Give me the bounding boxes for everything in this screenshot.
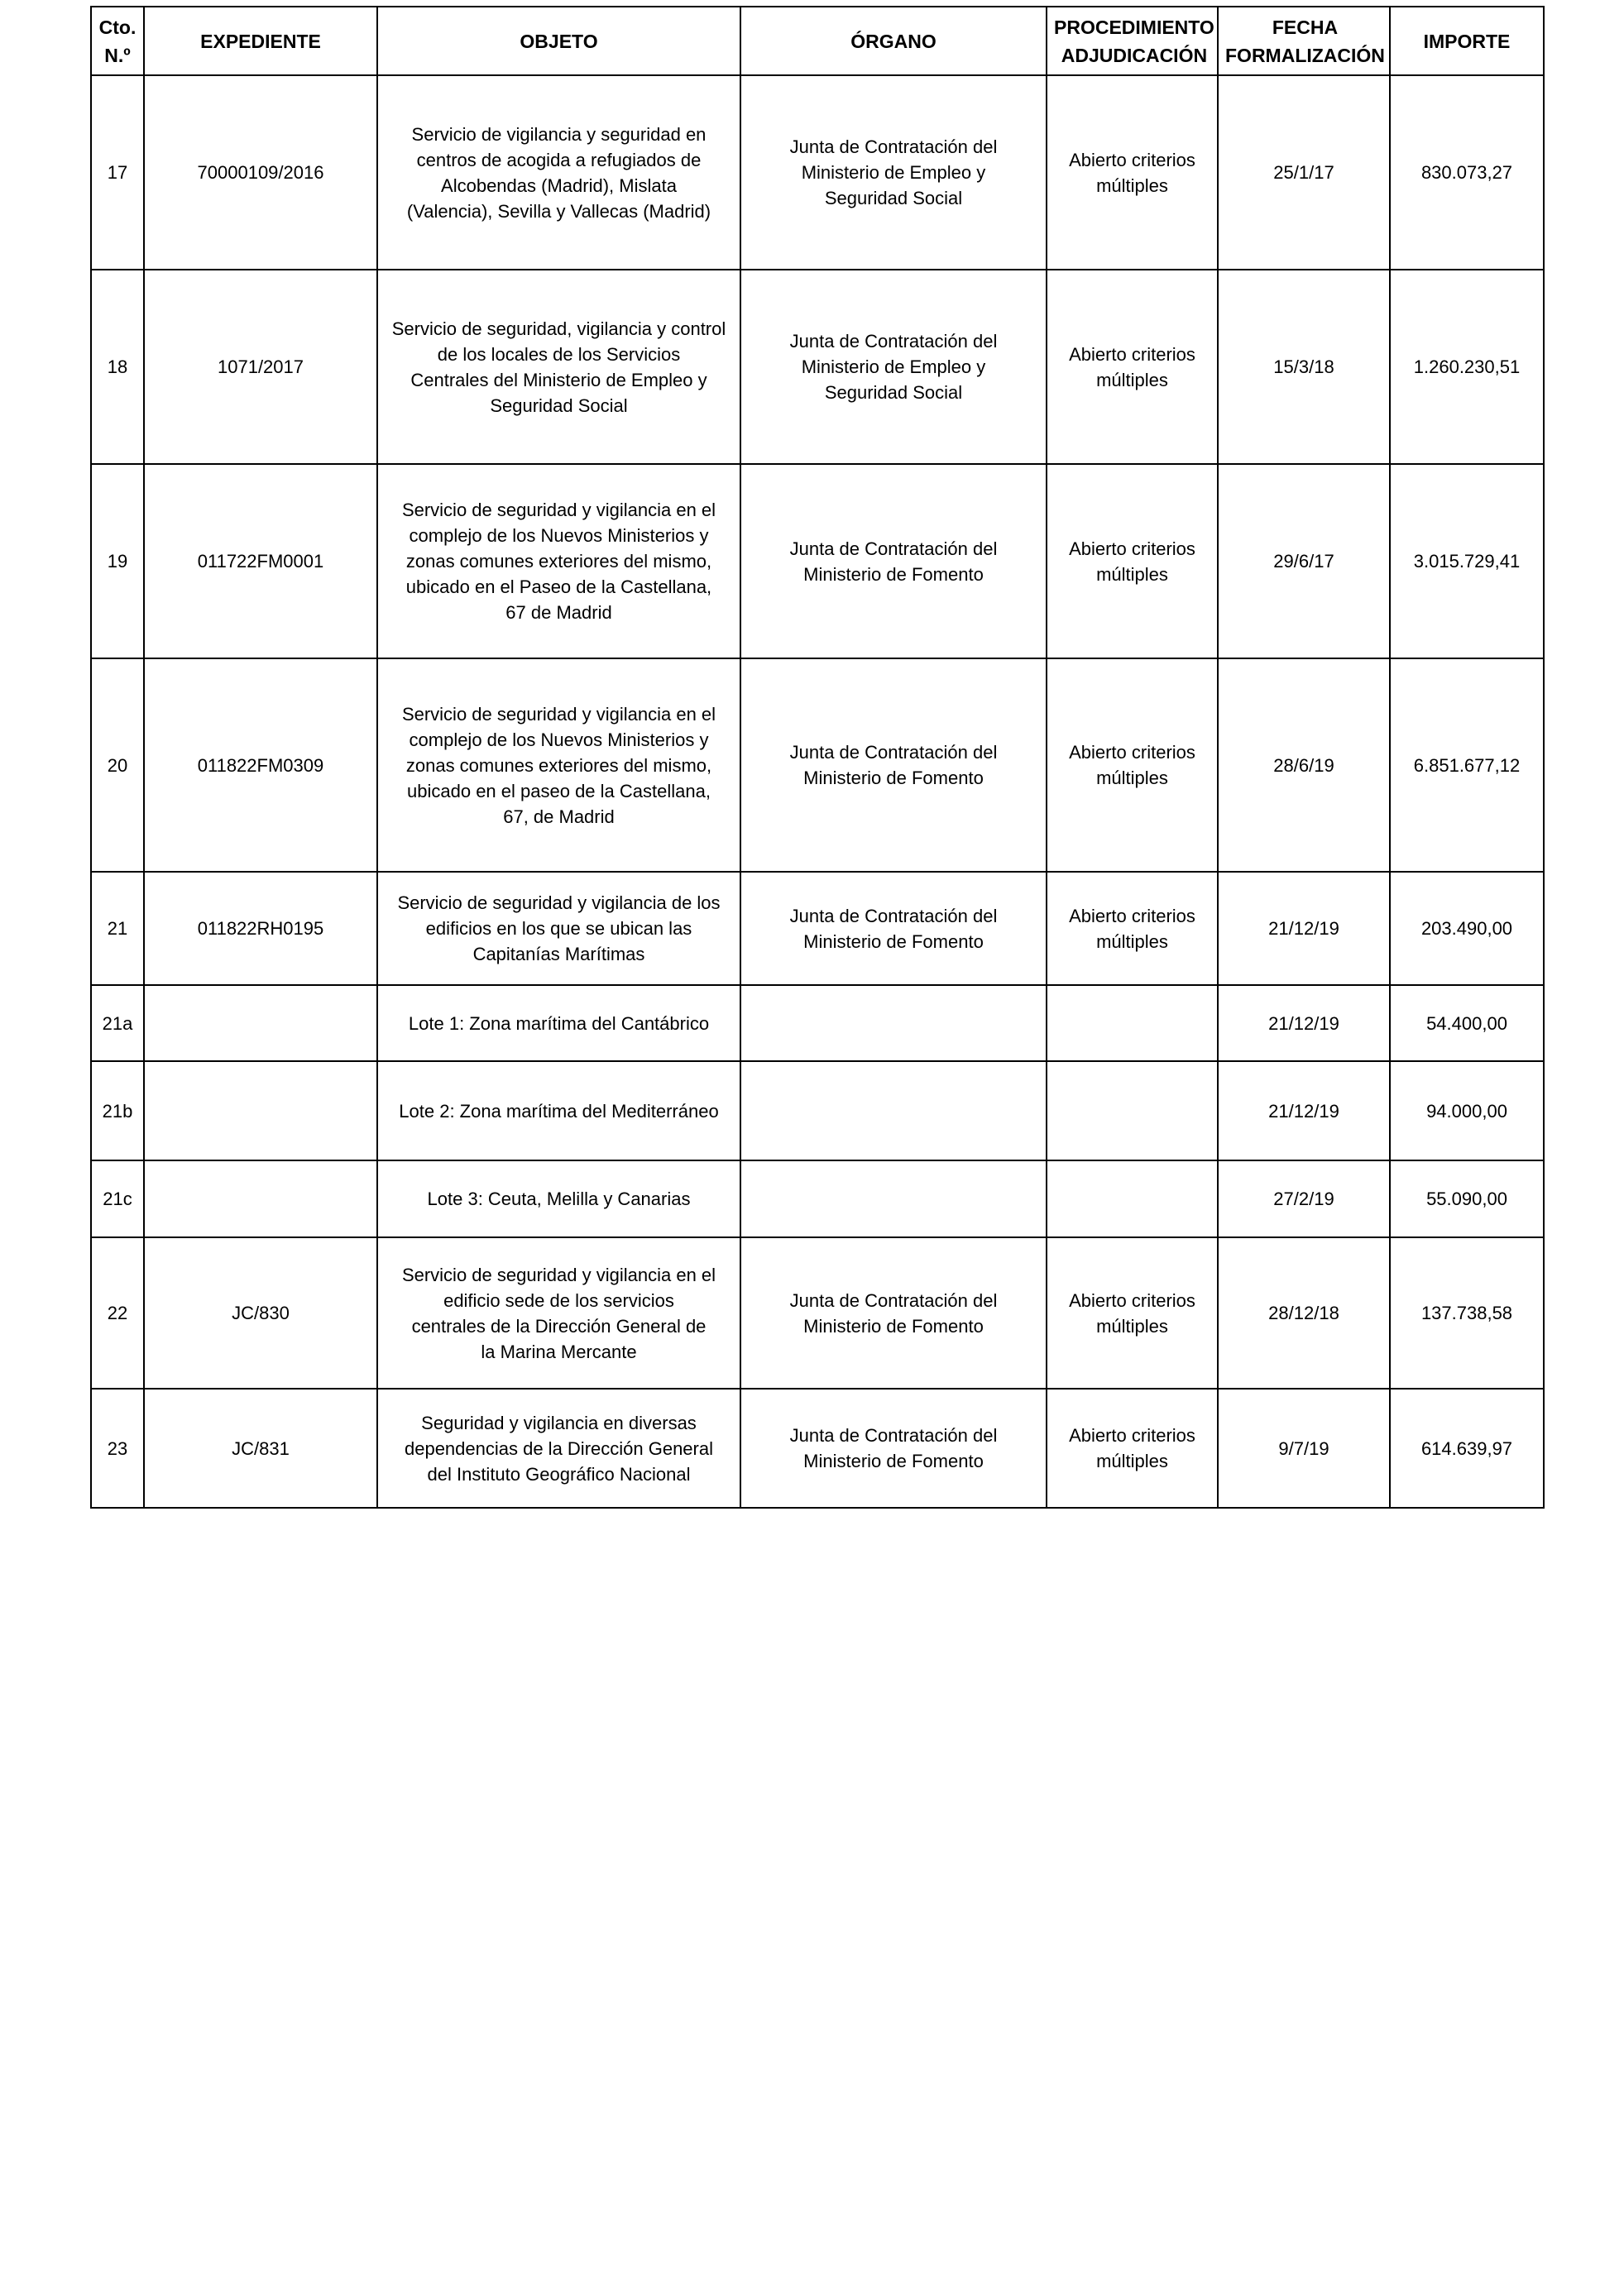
cell-organo: Junta de Contratación del Ministerio de Fomento [740,464,1047,658]
cell-objeto: Lote 1: Zona marítima del Cantábrico [377,985,740,1061]
cell-importe: 6.851.677,12 [1390,658,1544,872]
cell-objeto: Servicio de seguridad y vigilancia en el complejo de los Nuevos Ministerios y zonas comunes exteriores del mismo, ubicado en el paseo de la Castellana, 67, de Madrid [377,658,740,872]
cell-objeto: Servicio de seguridad y vigilancia en el complejo de los Nuevos Ministerios y zonas comunes exteriores del mismo, ubicado en el Paseo de la Castellana, 67 de Madrid [377,464,740,658]
header-procedimiento: PROCEDIMIENTO ADJUDICACIÓN [1047,7,1218,75]
cell-procedimiento: Abierto criterios múltiples [1047,270,1218,464]
cell-organo: Junta de Contratación del Ministerio de Fomento [740,872,1047,985]
table-row [91,1237,1544,1389]
cell-fecha: 29/6/17 [1218,464,1390,658]
cell-importe: 94.000,00 [1390,1061,1544,1160]
cell-organo [740,1160,1047,1237]
cell-expediente: 70000109/2016 [144,75,377,270]
cell-importe: 614.639,97 [1390,1389,1544,1508]
cell-objeto: Seguridad y vigilancia en diversas dependencias de la Dirección General del Instituto Geográfico Nacional [377,1389,740,1508]
cell-expediente [144,1160,377,1237]
cell-fecha: 21/12/19 [1218,985,1390,1061]
cell-cto: 21 [91,872,144,985]
cell-procedimiento: Abierto criterios múltiples [1047,75,1218,270]
cell-organo: Junta de Contratación del Ministerio de Empleo y Seguridad Social [740,270,1047,464]
cell-cto: 21a [91,985,144,1061]
cell-organo [740,985,1047,1061]
cell-objeto: Lote 3: Ceuta, Melilla y Canarias [377,1160,740,1237]
cell-procedimiento [1047,1061,1218,1160]
cell-importe: 203.490,00 [1390,872,1544,985]
cell-importe: 55.090,00 [1390,1160,1544,1237]
cell-cto: 23 [91,1389,144,1508]
cell-importe: 54.400,00 [1390,985,1544,1061]
cell-cto: 22 [91,1237,144,1389]
header-expediente: EXPEDIENTE [144,7,377,75]
cell-importe: 137.738,58 [1390,1237,1544,1389]
cell-cto: 17 [91,75,144,270]
cell-procedimiento: Abierto criterios múltiples [1047,1237,1218,1389]
cell-objeto: Lote 2: Zona marítima del Mediterráneo [377,1061,740,1160]
table-row [91,464,1544,658]
cell-fecha: 28/12/18 [1218,1237,1390,1389]
cell-fecha: 21/12/19 [1218,872,1390,985]
cell-procedimiento [1047,1160,1218,1237]
cell-fecha: 9/7/19 [1218,1389,1390,1508]
cell-expediente: 011722FM0001 [144,464,377,658]
cell-expediente: JC/831 [144,1389,377,1508]
cell-organo [740,1061,1047,1160]
header-row [91,7,1544,75]
cell-expediente [144,1061,377,1160]
cell-objeto: Servicio de seguridad y vigilancia en el edificio sede de los servicios centrales de la Dirección General de la Marina Mercante [377,1237,740,1389]
cell-objeto: Servicio de seguridad, vigilancia y control de los locales de los Servicios Centrales del Ministerio de Empleo y Seguridad Social [377,270,740,464]
cell-expediente: 011822RH0195 [144,872,377,985]
cell-organo: Junta de Contratación del Ministerio de Empleo y Seguridad Social [740,75,1047,270]
header-cto: Cto. N.º [91,7,144,75]
table-row [91,872,1544,985]
cell-cto: 18 [91,270,144,464]
cell-procedimiento: Abierto criterios múltiples [1047,464,1218,658]
cell-fecha: 25/1/17 [1218,75,1390,270]
cell-procedimiento: Abierto criterios múltiples [1047,872,1218,985]
table-row [91,75,1544,270]
contracts-table [90,6,1545,1509]
cell-procedimiento [1047,985,1218,1061]
cell-fecha: 28/6/19 [1218,658,1390,872]
cell-procedimiento: Abierto criterios múltiples [1047,658,1218,872]
table-row [91,1160,1544,1237]
cell-organo: Junta de Contratación del Ministerio de Fomento [740,1237,1047,1389]
header-organo: ÓRGANO [740,7,1047,75]
cell-fecha: 21/12/19 [1218,1061,1390,1160]
cell-cto: 21b [91,1061,144,1160]
cell-cto: 21c [91,1160,144,1237]
table-row [91,270,1544,464]
table-row [91,658,1544,872]
cell-expediente [144,985,377,1061]
header-importe: IMPORTE [1390,7,1544,75]
cell-importe: 830.073,27 [1390,75,1544,270]
header-fecha: FECHA FORMALIZACIÓN [1218,7,1390,75]
cell-cto: 19 [91,464,144,658]
cell-expediente: 011822FM0309 [144,658,377,872]
cell-importe: 3.015.729,41 [1390,464,1544,658]
cell-importe: 1.260.230,51 [1390,270,1544,464]
cell-organo: Junta de Contratación del Ministerio de Fomento [740,658,1047,872]
cell-fecha: 27/2/19 [1218,1160,1390,1237]
cell-fecha: 15/3/18 [1218,270,1390,464]
cell-objeto: Servicio de seguridad y vigilancia de los edificios en los que se ubican las Capitanías Marítimas [377,872,740,985]
cell-objeto: Servicio de vigilancia y seguridad en centros de acogida a refugiados de Alcobendas (Madrid), Mislata (Valencia), Sevilla y Vallecas (Madrid) [377,75,740,270]
cell-organo: Junta de Contratación del Ministerio de Fomento [740,1389,1047,1508]
header-objeto: OBJETO [377,7,740,75]
cell-expediente: 1071/2017 [144,270,377,464]
cell-cto: 20 [91,658,144,872]
table-row [91,985,1544,1061]
cell-procedimiento: Abierto criterios múltiples [1047,1389,1218,1508]
table-row [91,1389,1544,1508]
cell-expediente: JC/830 [144,1237,377,1389]
table-row [91,1061,1544,1160]
